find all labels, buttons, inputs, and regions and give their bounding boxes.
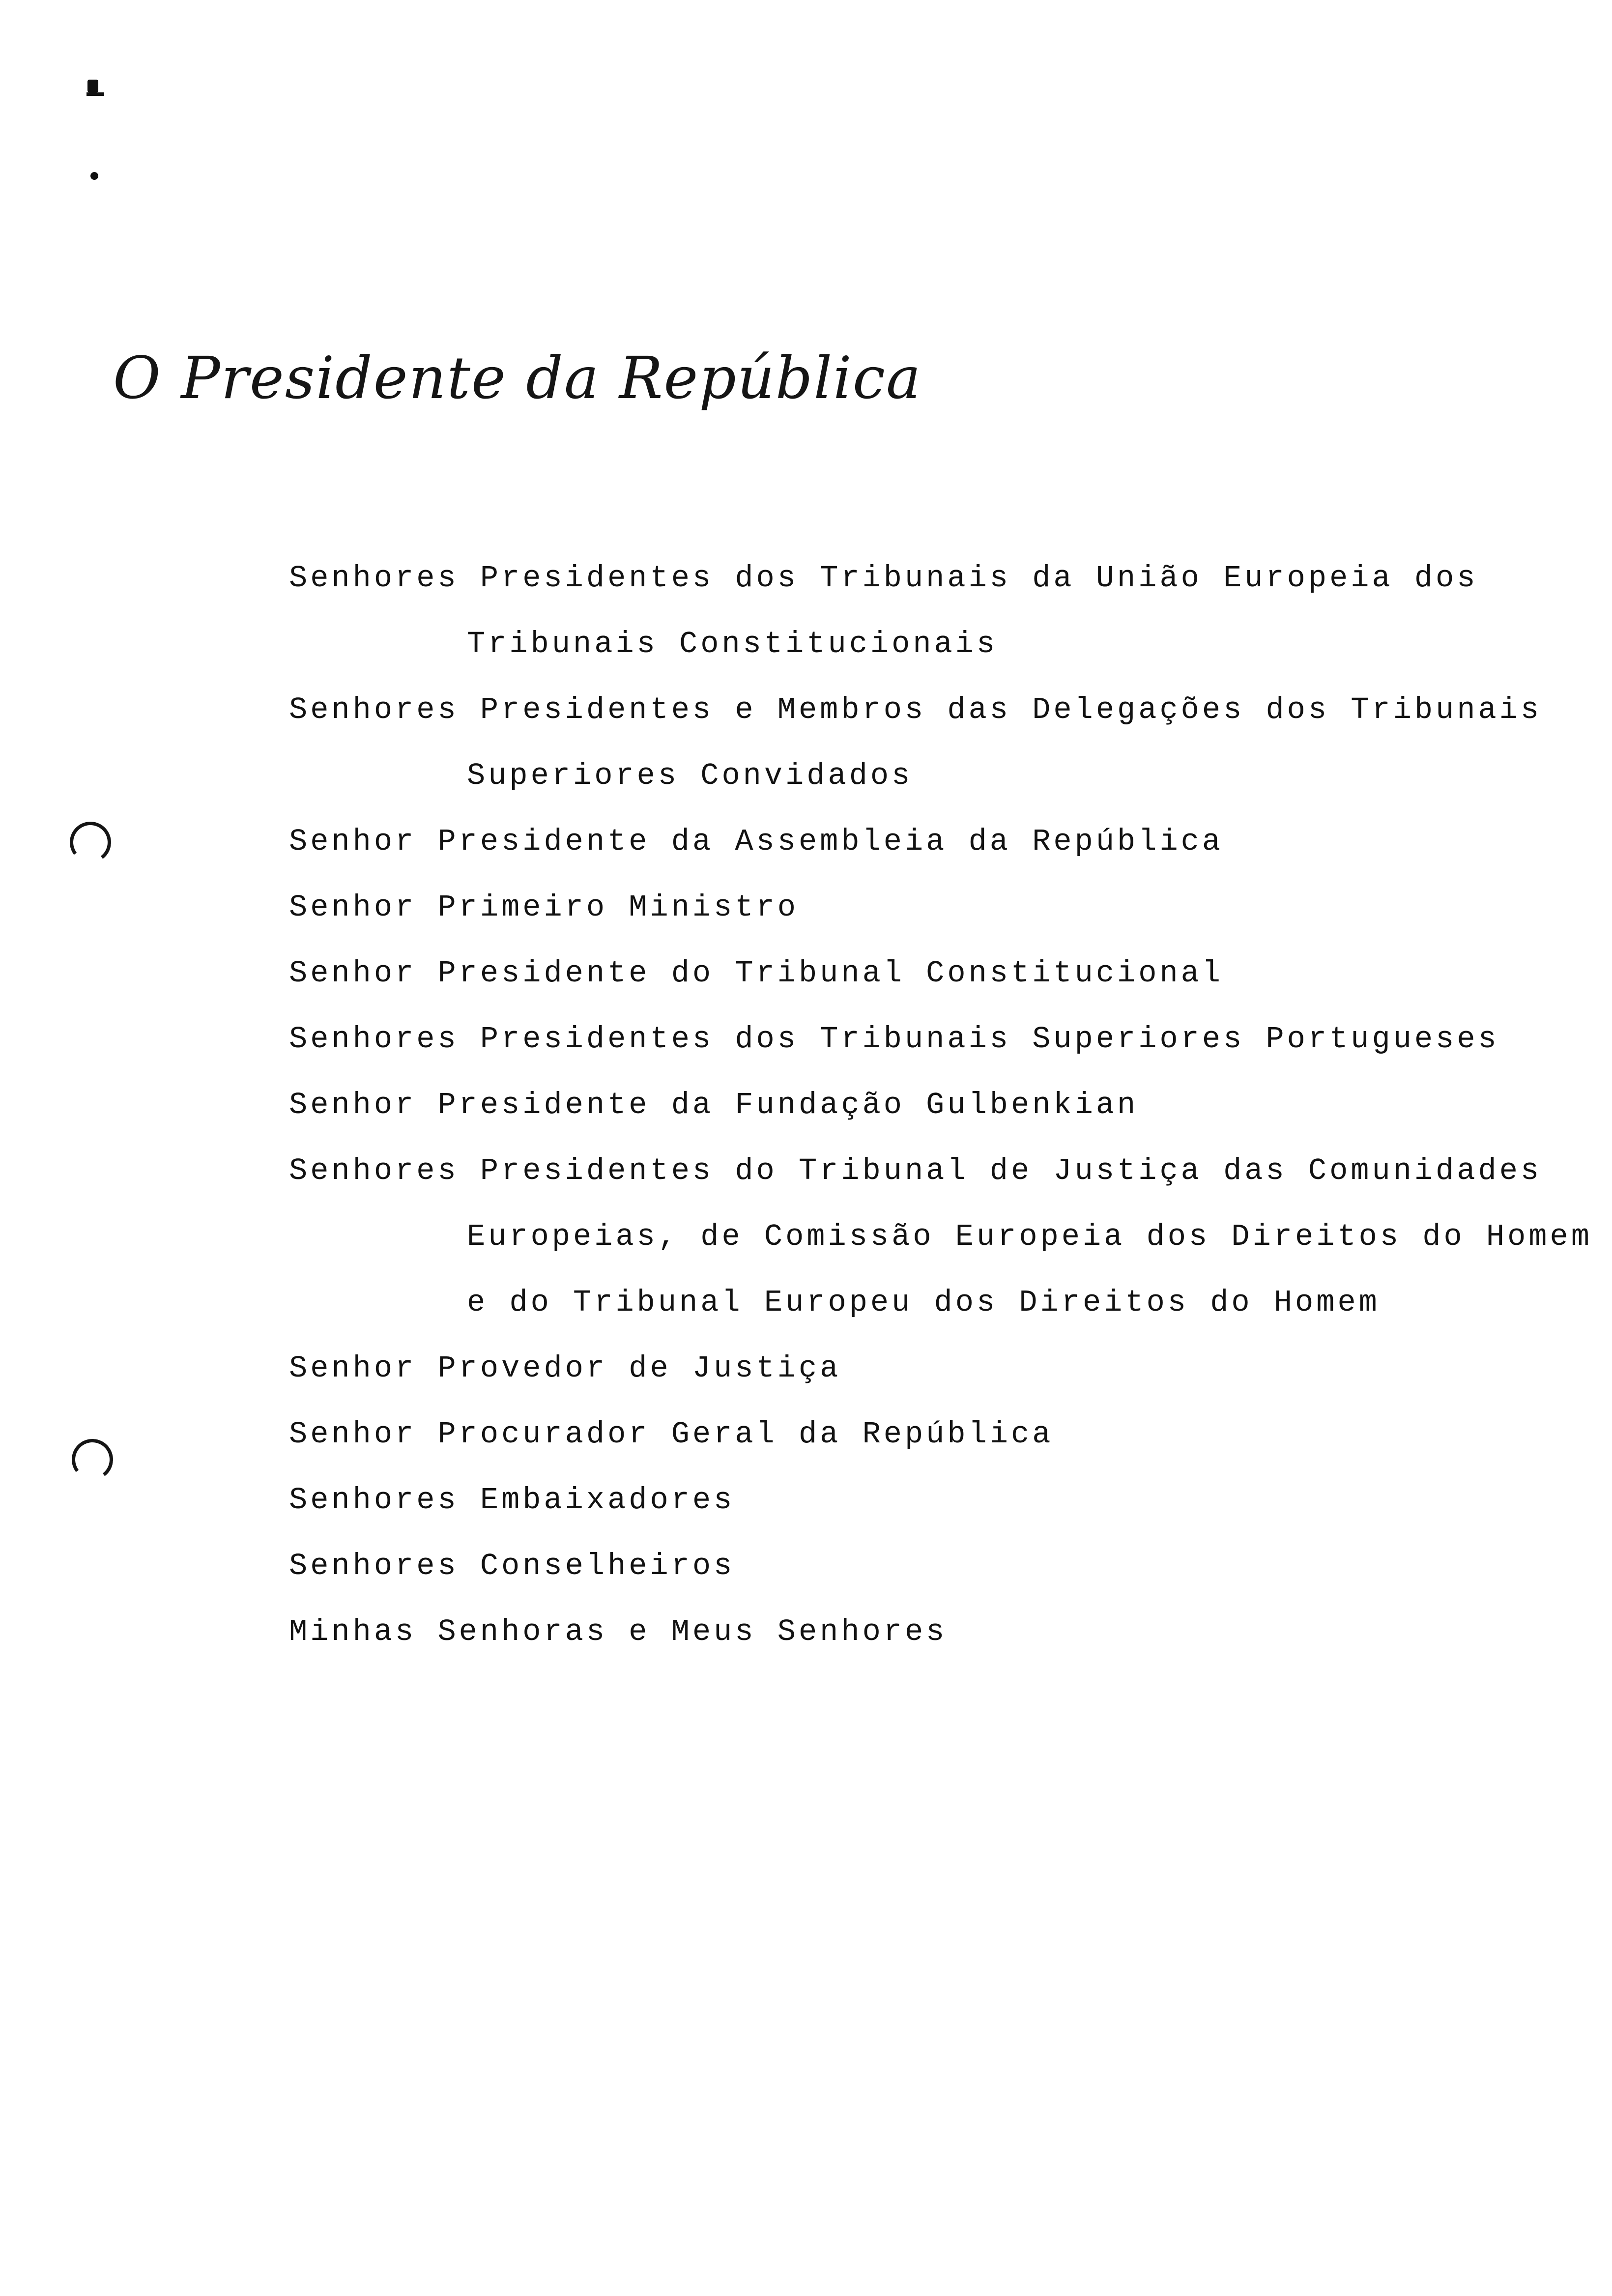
salutation-line: Senhores Embaixadores xyxy=(289,1483,735,1518)
punch-hole-mark xyxy=(69,1436,116,1483)
corner-mark xyxy=(87,80,98,92)
salutation-line: Minhas Senhoras e Meus Senhores xyxy=(289,1614,948,1649)
salutation-continuation-line: Europeias, de Comissão Europeia dos Direitos do Homem xyxy=(467,1219,1592,1254)
salutation-line: Senhores Presidentes e Membros das Delegações dos Tribunais xyxy=(289,692,1542,727)
letterhead-title: O Presidente da República xyxy=(113,344,922,412)
salutation-line: Senhores Presidentes dos Tribunais da União Europeia dos xyxy=(289,561,1478,596)
corner-mark xyxy=(86,92,104,96)
salutation-item xyxy=(289,677,1547,809)
salutation-line: Senhores Presidentes do Tribunal de Justiça das Comunidades xyxy=(289,1153,1542,1188)
salutation-item xyxy=(289,545,1547,677)
salutation-item xyxy=(289,1072,1547,1138)
salutation-item xyxy=(289,875,1547,941)
salutation-line: Senhor Presidente da Assembleia da República xyxy=(289,824,1224,859)
salutation-line: Senhor Procurador Geral da República xyxy=(289,1417,1054,1452)
salutation-list xyxy=(289,545,1592,1665)
salutation-continuation-line: Superiores Convidados xyxy=(467,758,913,793)
salutation-item xyxy=(289,1138,1592,1336)
salutation-item xyxy=(289,1336,1547,1402)
salutation-item xyxy=(289,1402,1547,1467)
salutation-line: Senhores Presidentes dos Tribunais Superiores Portugueses xyxy=(289,1022,1499,1057)
salutation-item xyxy=(289,941,1547,1006)
salutation-item xyxy=(289,1533,1547,1599)
salutation-item xyxy=(289,809,1547,875)
salutation-line: Senhor Presidente da Fundação Gulbenkian xyxy=(289,1088,1139,1122)
salutation-item xyxy=(289,1599,1547,1665)
corner-dot xyxy=(90,172,98,180)
salutation-continuation-line: e do Tribunal Europeu dos Direitos do Homem xyxy=(467,1285,1380,1320)
salutation-item xyxy=(289,1467,1547,1533)
salutation-line: Senhor Presidente do Tribunal Constitucional xyxy=(289,956,1224,991)
salutation-line: Senhor Primeiro Ministro xyxy=(289,890,799,925)
salutation-item xyxy=(289,1006,1547,1072)
salutation-line: Senhor Provedor de Justiça xyxy=(289,1351,841,1386)
punch-hole-mark xyxy=(67,819,114,866)
salutation-line: Senhores Conselheiros xyxy=(289,1549,735,1583)
salutation-continuation-line: Tribunais Constitucionais xyxy=(467,627,998,661)
